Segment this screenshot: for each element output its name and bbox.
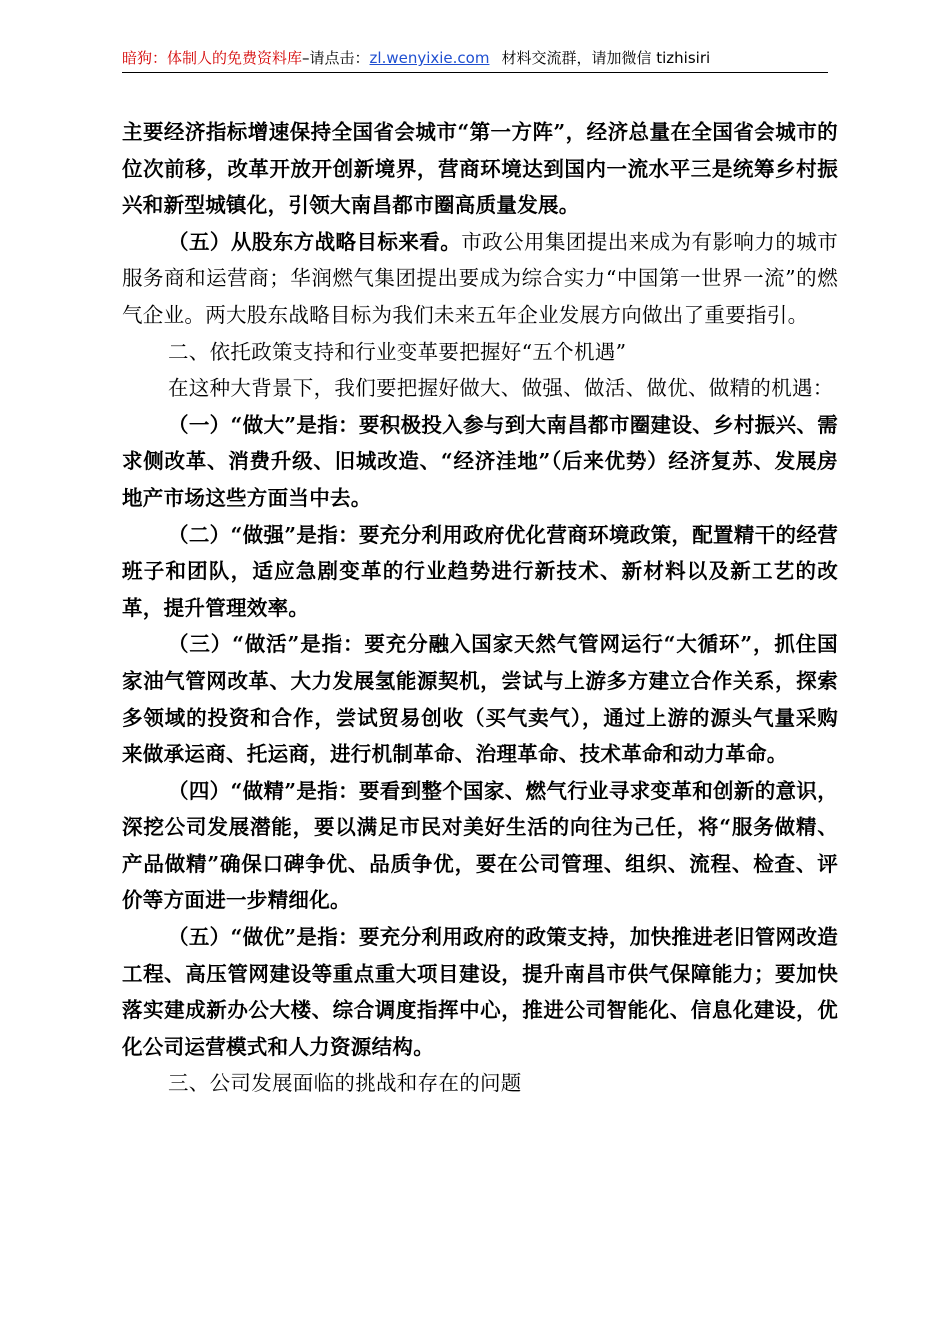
header-link[interactable]: zl.wenyixie.com — [369, 49, 490, 67]
section-heading-two: 二、依托政策支持和行业变革要把握好“五个机遇” — [168, 339, 627, 364]
paragraph-item-one: （一）“做大”是指：要积极投入参与到大南昌都市圈建设、乡村振兴、需求侧改革、消费升级、旧城改造、“经济洼地”（后来优势）经济复苏、发展房地产市场这些方面当中去。 — [122, 412, 838, 510]
paragraph-opportunities-intro: 在这种大背景下，我们要把握好做大、做强、做活、做优、做精的机遇： — [168, 376, 834, 401]
paragraph-item-four: （四）“做精”是指：要看到整个国家、燃气行业寻求变革和创新的意识，深挖公司发展潜能，要以满足市民对美好生活的向往为己任，将“服务做精、产品做精”确保口碑争优、品质争优，要在公司管理、组织、流程、检查、评价等方面进一步精细化。 — [122, 778, 838, 913]
section-heading-three: 三、公司发展面临的挑战和存在的问题 — [168, 1071, 522, 1096]
header-brand: 暗狗：体制人的免费资料库 — [122, 49, 303, 67]
paragraph-continuation: 主要经济指标增速保持全国省会城市“第一方阵”，经济总量在全国省会城市的位次前移，改革开放开创新境界，营商环境达到国内一流水平三是统筹乡村振兴和新型城镇化，引领大南昌都市圈高质量发展。 — [122, 120, 838, 218]
paragraph-item-five: （五）“做优”是指：要充分利用政府的政策支持，加快推进老旧管网改造工程、高压管网建设等重点重大项目建设，提升南昌市供气保障能力；要加快落实建成新办公大楼、综合调度指挥中心，推进公司智能化、信息化建设，优化公司运营模式和人力资源结构。 — [122, 925, 838, 1059]
header-contact: 材料交流群，请加微信 tizhisiri — [501, 49, 711, 67]
header-divider — [122, 72, 828, 73]
paragraph-lead: （五）从股东方战略目标来看。 — [168, 229, 462, 254]
paragraph-shareholder-goals — [122, 224, 838, 334]
paragraph-item-two: （二）“做强”是指：要充分利用政府优化营商环境政策，配置精干的经营班子和团队，适应急剧变革的行业趋势进行新技术、新材料以及新工艺的改革，提升管理效率。 — [122, 522, 838, 620]
paragraph-body: 市政公用集团提出来成为有影响力的城市服务商和运营商；华润燃气集团提出要成为综合实力“中国第一世界一流”的燃气企业。两大股东战略目标为我们未来五年企业发展方向做出了重要指引。 — [122, 229, 838, 327]
page-header — [122, 46, 828, 70]
document-body — [122, 114, 838, 1102]
header-prompt: –请点击： — [302, 49, 370, 67]
paragraph-item-three: （三）“做活”是指：要充分融入国家天然气管网运行“大循环”，抓住国家油气管网改革、大力发展氢能源契机，尝试与上游多方建立合作关系，探索多领域的投资和合作，尝试贸易创收（买气卖气），通过上游的源头气量采购来做承运商、托运商，进行机制革命、治理革命、技术革命和动力革命。 — [122, 632, 838, 767]
